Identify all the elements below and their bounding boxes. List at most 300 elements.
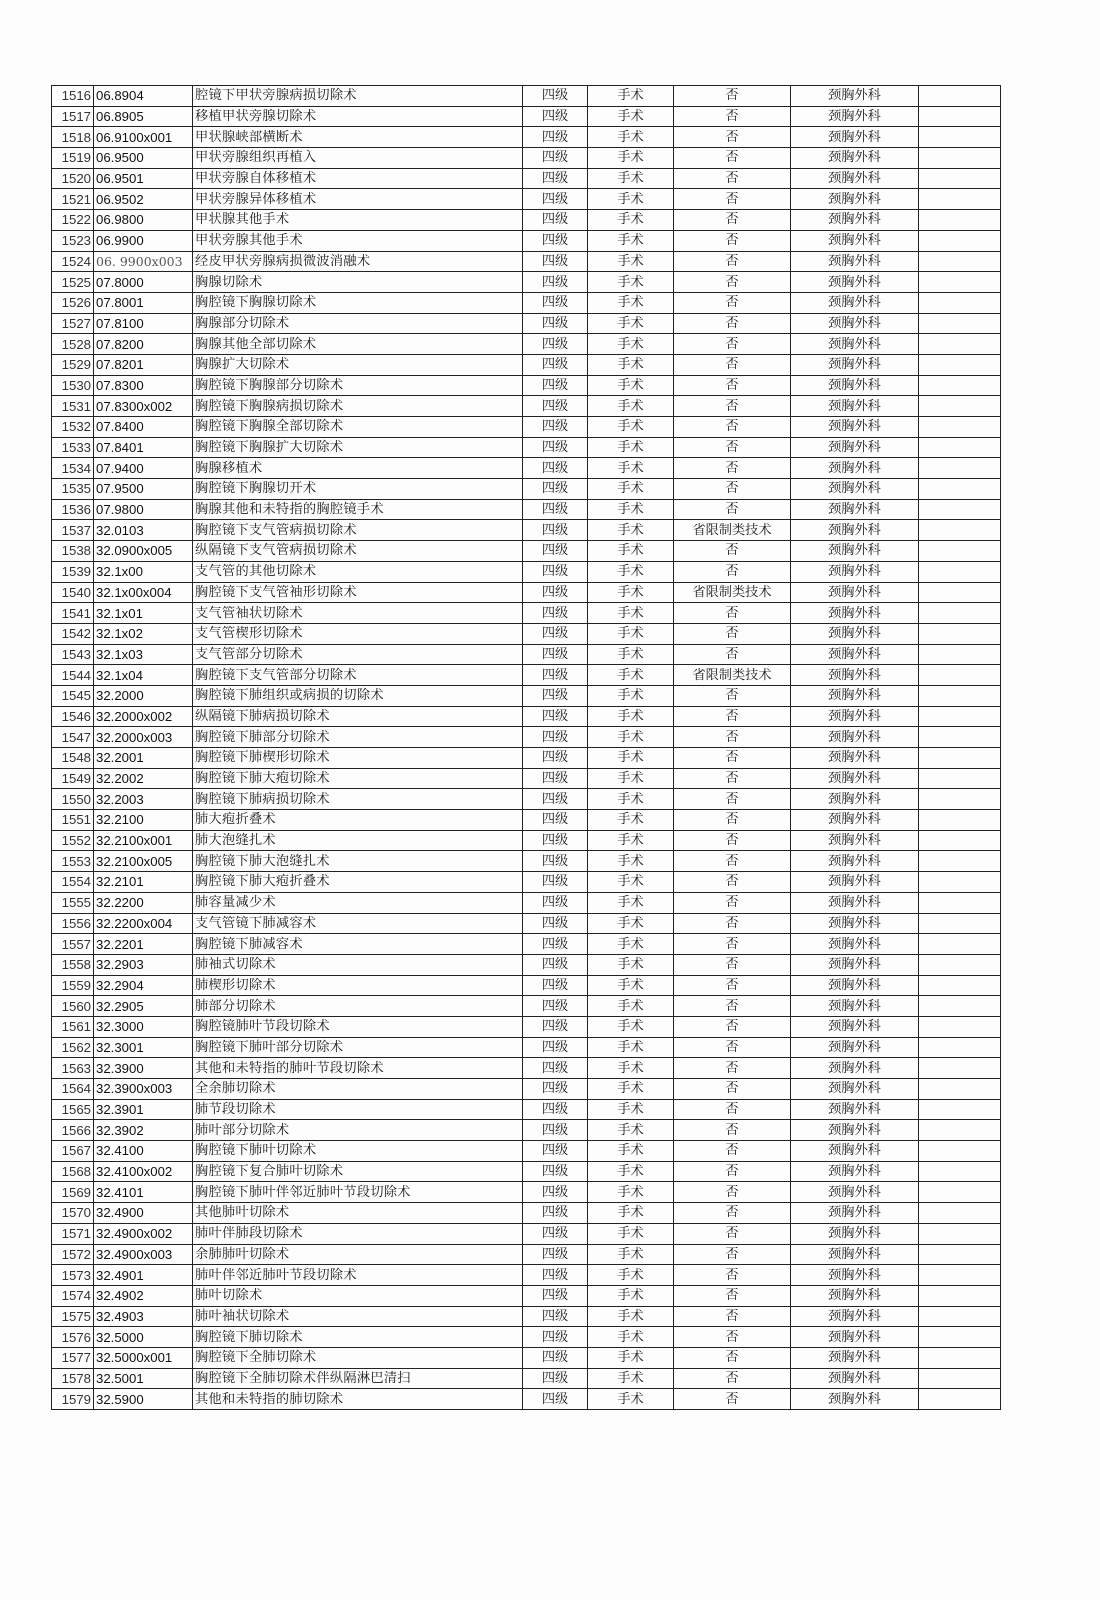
department-cell: 颈胸外科 bbox=[791, 520, 919, 541]
surgery-level-cell: 四级 bbox=[523, 106, 588, 127]
procedure-code-cell: 32.2100x005 bbox=[94, 851, 193, 872]
notes-cell bbox=[919, 313, 1001, 334]
table-row bbox=[52, 768, 1001, 789]
notes-cell bbox=[919, 561, 1001, 582]
row-index-cell: 1568 bbox=[52, 1161, 94, 1182]
surgery-level-cell: 四级 bbox=[523, 1244, 588, 1265]
department-cell: 颈胸外科 bbox=[791, 1037, 919, 1058]
procedure-type-cell: 手术 bbox=[588, 396, 674, 417]
department-cell: 颈胸外科 bbox=[791, 934, 919, 955]
procedure-type-cell: 手术 bbox=[588, 830, 674, 851]
department-cell: 颈胸外科 bbox=[791, 251, 919, 272]
procedure-type-cell: 手术 bbox=[588, 748, 674, 769]
procedure-type-cell: 手术 bbox=[588, 954, 674, 975]
procedure-type-cell: 手术 bbox=[588, 292, 674, 313]
row-index-cell: 1551 bbox=[52, 810, 94, 831]
notes-cell bbox=[919, 789, 1001, 810]
department-cell: 颈胸外科 bbox=[791, 748, 919, 769]
procedure-name-cell: 其他肺叶切除术 bbox=[193, 1203, 523, 1224]
restricted-technology-flag-cell: 否 bbox=[674, 313, 791, 334]
restricted-technology-flag-cell: 否 bbox=[674, 768, 791, 789]
procedure-type-cell: 手术 bbox=[588, 148, 674, 169]
row-index-cell: 1548 bbox=[52, 748, 94, 769]
procedure-code-cell: 07.8200 bbox=[94, 334, 193, 355]
department-cell: 颈胸外科 bbox=[791, 603, 919, 624]
surgery-level-cell: 四级 bbox=[523, 1285, 588, 1306]
procedure-type-cell: 手术 bbox=[588, 623, 674, 644]
restricted-technology-flag-cell: 否 bbox=[674, 913, 791, 934]
department-cell: 颈胸外科 bbox=[791, 1079, 919, 1100]
row-index-cell: 1576 bbox=[52, 1327, 94, 1348]
surgery-level-cell: 四级 bbox=[523, 685, 588, 706]
notes-cell bbox=[919, 830, 1001, 851]
procedure-name-cell: 肺节段切除术 bbox=[193, 1099, 523, 1120]
department-cell: 颈胸外科 bbox=[791, 499, 919, 520]
table-row bbox=[52, 375, 1001, 396]
department-cell: 颈胸外科 bbox=[791, 210, 919, 231]
table-row bbox=[52, 1223, 1001, 1244]
procedure-type-cell: 手术 bbox=[588, 975, 674, 996]
procedure-code-cell: 32.2905 bbox=[94, 996, 193, 1017]
department-cell: 颈胸外科 bbox=[791, 830, 919, 851]
table-row bbox=[52, 810, 1001, 831]
surgery-level-cell: 四级 bbox=[523, 1037, 588, 1058]
surgery-level-cell: 四级 bbox=[523, 1265, 588, 1286]
table-row bbox=[52, 1306, 1001, 1327]
department-cell: 颈胸外科 bbox=[791, 437, 919, 458]
procedure-code-cell: 32.4903 bbox=[94, 1306, 193, 1327]
table-row bbox=[52, 913, 1001, 934]
row-index-cell: 1544 bbox=[52, 665, 94, 686]
restricted-technology-flag-cell: 否 bbox=[674, 1099, 791, 1120]
restricted-technology-flag-cell: 否 bbox=[674, 851, 791, 872]
table-row bbox=[52, 851, 1001, 872]
row-index-cell: 1556 bbox=[52, 913, 94, 934]
surgery-level-cell: 四级 bbox=[523, 458, 588, 479]
restricted-technology-flag-cell: 否 bbox=[674, 1016, 791, 1037]
notes-cell bbox=[919, 1161, 1001, 1182]
procedure-name-cell: 肺叶部分切除术 bbox=[193, 1120, 523, 1141]
procedure-type-cell: 手术 bbox=[588, 1327, 674, 1348]
department-cell: 颈胸外科 bbox=[791, 1265, 919, 1286]
row-index-cell: 1521 bbox=[52, 189, 94, 210]
table-row bbox=[52, 1327, 1001, 1348]
row-index-cell: 1516 bbox=[52, 86, 94, 107]
department-cell: 颈胸外科 bbox=[791, 334, 919, 355]
procedure-type-cell: 手术 bbox=[588, 913, 674, 934]
restricted-technology-flag-cell: 否 bbox=[674, 1285, 791, 1306]
row-index-cell: 1572 bbox=[52, 1244, 94, 1265]
procedure-name-cell: 支气管部分切除术 bbox=[193, 644, 523, 665]
surgery-level-cell: 四级 bbox=[523, 748, 588, 769]
notes-cell bbox=[919, 520, 1001, 541]
table-row bbox=[52, 127, 1001, 148]
procedure-code-cell: 32.2904 bbox=[94, 975, 193, 996]
row-index-cell: 1579 bbox=[52, 1389, 94, 1410]
table-row bbox=[52, 1037, 1001, 1058]
procedure-type-cell: 手术 bbox=[588, 334, 674, 355]
restricted-technology-flag-cell: 否 bbox=[674, 1306, 791, 1327]
procedure-name-cell: 支气管的其他切除术 bbox=[193, 561, 523, 582]
procedure-type-cell: 手术 bbox=[588, 1099, 674, 1120]
procedure-type-cell: 手术 bbox=[588, 789, 674, 810]
procedure-name-cell: 肺容量减少术 bbox=[193, 892, 523, 913]
department-cell: 颈胸外科 bbox=[791, 872, 919, 893]
procedure-code-cell: 06.9501 bbox=[94, 168, 193, 189]
procedure-type-cell: 手术 bbox=[588, 313, 674, 334]
restricted-technology-flag-cell: 否 bbox=[674, 168, 791, 189]
restricted-technology-flag-cell: 否 bbox=[674, 1265, 791, 1286]
table-row bbox=[52, 272, 1001, 293]
restricted-technology-flag-cell: 否 bbox=[674, 1368, 791, 1389]
procedure-code-cell: 32.3900 bbox=[94, 1058, 193, 1079]
surgery-level-cell: 四级 bbox=[523, 1079, 588, 1100]
procedure-code-cell: 06. 9900x003 bbox=[94, 251, 193, 272]
department-cell: 颈胸外科 bbox=[791, 623, 919, 644]
table-row bbox=[52, 417, 1001, 438]
procedure-name-cell: 纵隔镜下肺病损切除术 bbox=[193, 706, 523, 727]
procedure-type-cell: 手术 bbox=[588, 1244, 674, 1265]
department-cell: 颈胸外科 bbox=[791, 685, 919, 706]
notes-cell bbox=[919, 479, 1001, 500]
procedure-name-cell: 甲状旁腺异体移植术 bbox=[193, 189, 523, 210]
surgery-level-cell: 四级 bbox=[523, 127, 588, 148]
row-index-cell: 1565 bbox=[52, 1099, 94, 1120]
procedure-type-cell: 手术 bbox=[588, 106, 674, 127]
table-row bbox=[52, 1244, 1001, 1265]
surgery-level-cell: 四级 bbox=[523, 86, 588, 107]
department-cell: 颈胸外科 bbox=[791, 768, 919, 789]
procedure-code-cell: 06.9100x001 bbox=[94, 127, 193, 148]
restricted-technology-flag-cell: 否 bbox=[674, 830, 791, 851]
notes-cell bbox=[919, 644, 1001, 665]
department-cell: 颈胸外科 bbox=[791, 396, 919, 417]
table-row bbox=[52, 189, 1001, 210]
notes-cell bbox=[919, 892, 1001, 913]
restricted-technology-flag-cell: 否 bbox=[674, 810, 791, 831]
procedure-type-cell: 手术 bbox=[588, 603, 674, 624]
procedure-code-cell: 32.5900 bbox=[94, 1389, 193, 1410]
table-row bbox=[52, 1389, 1001, 1410]
table-row bbox=[52, 1285, 1001, 1306]
restricted-technology-flag-cell: 否 bbox=[674, 189, 791, 210]
table-row bbox=[52, 623, 1001, 644]
procedure-type-cell: 手术 bbox=[588, 375, 674, 396]
notes-cell bbox=[919, 851, 1001, 872]
procedure-name-cell: 胸腔镜下全肺切除术伴纵隔淋巴清扫 bbox=[193, 1368, 523, 1389]
surgery-level-cell: 四级 bbox=[523, 1182, 588, 1203]
row-index-cell: 1543 bbox=[52, 644, 94, 665]
row-index-cell: 1530 bbox=[52, 375, 94, 396]
procedure-code-cell: 32.5000 bbox=[94, 1327, 193, 1348]
department-cell: 颈胸外科 bbox=[791, 789, 919, 810]
table-row bbox=[52, 210, 1001, 231]
procedure-code-cell: 32.3901 bbox=[94, 1099, 193, 1120]
row-index-cell: 1531 bbox=[52, 396, 94, 417]
department-cell: 颈胸外科 bbox=[791, 189, 919, 210]
row-index-cell: 1533 bbox=[52, 437, 94, 458]
procedure-name-cell: 胸腔镜下胸腺部分切除术 bbox=[193, 375, 523, 396]
procedure-name-cell: 胸腺其他和未特指的胸腔镜手术 bbox=[193, 499, 523, 520]
row-index-cell: 1569 bbox=[52, 1182, 94, 1203]
table-row bbox=[52, 706, 1001, 727]
surgery-level-cell: 四级 bbox=[523, 168, 588, 189]
restricted-technology-flag-cell: 否 bbox=[674, 685, 791, 706]
table-row bbox=[52, 541, 1001, 562]
department-cell: 颈胸外科 bbox=[791, 1306, 919, 1327]
department-cell: 颈胸外科 bbox=[791, 230, 919, 251]
table-row bbox=[52, 86, 1001, 107]
table-row bbox=[52, 665, 1001, 686]
procedure-name-cell: 胸腔镜下肺叶部分切除术 bbox=[193, 1037, 523, 1058]
procedure-name-cell: 胸腔镜下肺组织或病损的切除术 bbox=[193, 685, 523, 706]
department-cell: 颈胸外科 bbox=[791, 458, 919, 479]
procedure-code-cell: 32.5001 bbox=[94, 1368, 193, 1389]
restricted-technology-flag-cell: 否 bbox=[674, 1037, 791, 1058]
surgery-level-cell: 四级 bbox=[523, 561, 588, 582]
department-cell: 颈胸外科 bbox=[791, 1120, 919, 1141]
surgery-level-cell: 四级 bbox=[523, 789, 588, 810]
procedure-name-cell: 胸腔镜下支气管部分切除术 bbox=[193, 665, 523, 686]
procedure-type-cell: 手术 bbox=[588, 1058, 674, 1079]
table-row bbox=[52, 148, 1001, 169]
procedure-code-cell: 32.1x00x004 bbox=[94, 582, 193, 603]
row-index-cell: 1571 bbox=[52, 1223, 94, 1244]
table-row bbox=[52, 561, 1001, 582]
procedure-name-cell: 胸腔镜下胸腺切开术 bbox=[193, 479, 523, 500]
procedure-name-cell: 胸腔镜肺叶节段切除术 bbox=[193, 1016, 523, 1037]
procedure-type-cell: 手术 bbox=[588, 437, 674, 458]
row-index-cell: 1566 bbox=[52, 1120, 94, 1141]
row-index-cell: 1552 bbox=[52, 830, 94, 851]
procedure-code-cell: 07.8300x002 bbox=[94, 396, 193, 417]
restricted-technology-flag-cell: 否 bbox=[674, 458, 791, 479]
table-row bbox=[52, 1099, 1001, 1120]
table-row bbox=[52, 479, 1001, 500]
procedure-code-cell: 32.4901 bbox=[94, 1265, 193, 1286]
restricted-technology-flag-cell: 否 bbox=[674, 541, 791, 562]
surgery-level-cell: 四级 bbox=[523, 954, 588, 975]
table-row bbox=[52, 396, 1001, 417]
procedure-code-cell: 07.9800 bbox=[94, 499, 193, 520]
row-index-cell: 1534 bbox=[52, 458, 94, 479]
department-cell: 颈胸外科 bbox=[791, 1327, 919, 1348]
table-row bbox=[52, 644, 1001, 665]
restricted-technology-flag-cell: 省限制类技术 bbox=[674, 520, 791, 541]
department-cell: 颈胸外科 bbox=[791, 851, 919, 872]
row-index-cell: 1575 bbox=[52, 1306, 94, 1327]
restricted-technology-flag-cell: 否 bbox=[674, 1244, 791, 1265]
restricted-technology-flag-cell: 否 bbox=[674, 1223, 791, 1244]
procedure-name-cell: 胸腔镜下胸腺全部切除术 bbox=[193, 417, 523, 438]
row-index-cell: 1517 bbox=[52, 106, 94, 127]
row-index-cell: 1518 bbox=[52, 127, 94, 148]
notes-cell bbox=[919, 541, 1001, 562]
department-cell: 颈胸外科 bbox=[791, 168, 919, 189]
restricted-technology-flag-cell: 否 bbox=[674, 706, 791, 727]
department-cell: 颈胸外科 bbox=[791, 582, 919, 603]
department-cell: 颈胸外科 bbox=[791, 1016, 919, 1037]
department-cell: 颈胸外科 bbox=[791, 1223, 919, 1244]
restricted-technology-flag-cell: 否 bbox=[674, 996, 791, 1017]
procedure-name-cell: 甲状旁腺自体移植术 bbox=[193, 168, 523, 189]
surgery-level-cell: 四级 bbox=[523, 1389, 588, 1410]
restricted-technology-flag-cell: 否 bbox=[674, 644, 791, 665]
restricted-technology-flag-cell: 否 bbox=[674, 334, 791, 355]
department-cell: 颈胸外科 bbox=[791, 86, 919, 107]
procedure-code-cell: 32.2100 bbox=[94, 810, 193, 831]
row-index-cell: 1532 bbox=[52, 417, 94, 438]
procedure-name-cell: 纵隔镜下支气管病损切除术 bbox=[193, 541, 523, 562]
row-index-cell: 1538 bbox=[52, 541, 94, 562]
procedure-name-cell: 肺袖式切除术 bbox=[193, 954, 523, 975]
notes-cell bbox=[919, 1099, 1001, 1120]
notes-cell bbox=[919, 375, 1001, 396]
notes-cell bbox=[919, 1016, 1001, 1037]
table-row bbox=[52, 458, 1001, 479]
restricted-technology-flag-cell: 否 bbox=[674, 1058, 791, 1079]
procedure-code-cell: 32.2903 bbox=[94, 954, 193, 975]
surgery-level-cell: 四级 bbox=[523, 603, 588, 624]
procedure-type-cell: 手术 bbox=[588, 168, 674, 189]
procedure-name-cell: 肺大泡缝扎术 bbox=[193, 830, 523, 851]
procedure-code-cell: 32.2101 bbox=[94, 872, 193, 893]
procedure-type-cell: 手术 bbox=[588, 1161, 674, 1182]
row-index-cell: 1546 bbox=[52, 706, 94, 727]
procedure-name-cell: 胸腔镜下肺大泡缝扎术 bbox=[193, 851, 523, 872]
row-index-cell: 1545 bbox=[52, 685, 94, 706]
restricted-technology-flag-cell: 否 bbox=[674, 975, 791, 996]
procedure-code-cell: 32.2001 bbox=[94, 748, 193, 769]
notes-cell bbox=[919, 1389, 1001, 1410]
restricted-technology-flag-cell: 否 bbox=[674, 1161, 791, 1182]
procedure-code-cell: 32.4902 bbox=[94, 1285, 193, 1306]
restricted-technology-flag-cell: 否 bbox=[674, 148, 791, 169]
notes-cell bbox=[919, 1120, 1001, 1141]
department-cell: 颈胸外科 bbox=[791, 1058, 919, 1079]
row-index-cell: 1555 bbox=[52, 892, 94, 913]
table-row bbox=[52, 334, 1001, 355]
table-row bbox=[52, 437, 1001, 458]
department-cell: 颈胸外科 bbox=[791, 1368, 919, 1389]
procedure-code-cell: 32.3900x003 bbox=[94, 1079, 193, 1100]
surgery-level-cell: 四级 bbox=[523, 1058, 588, 1079]
row-index-cell: 1540 bbox=[52, 582, 94, 603]
surgery-level-cell: 四级 bbox=[523, 872, 588, 893]
procedure-type-cell: 手术 bbox=[588, 810, 674, 831]
procedure-type-cell: 手术 bbox=[588, 520, 674, 541]
notes-cell bbox=[919, 1223, 1001, 1244]
notes-cell bbox=[919, 748, 1001, 769]
department-cell: 颈胸外科 bbox=[791, 1347, 919, 1368]
procedure-type-cell: 手术 bbox=[588, 1079, 674, 1100]
row-index-cell: 1558 bbox=[52, 954, 94, 975]
procedure-name-cell: 甲状旁腺组织再植入 bbox=[193, 148, 523, 169]
surgery-level-cell: 四级 bbox=[523, 582, 588, 603]
restricted-technology-flag-cell: 否 bbox=[674, 354, 791, 375]
surgery-level-cell: 四级 bbox=[523, 354, 588, 375]
procedure-name-cell: 胸腔镜下肺楔形切除术 bbox=[193, 748, 523, 769]
surgery-level-cell: 四级 bbox=[523, 1016, 588, 1037]
surgery-level-cell: 四级 bbox=[523, 975, 588, 996]
procedure-type-cell: 手术 bbox=[588, 499, 674, 520]
table-row bbox=[52, 1120, 1001, 1141]
procedure-type-cell: 手术 bbox=[588, 86, 674, 107]
row-index-cell: 1564 bbox=[52, 1079, 94, 1100]
notes-cell bbox=[919, 1265, 1001, 1286]
procedure-code-cell: 32.2201 bbox=[94, 934, 193, 955]
procedure-code-cell: 07.9400 bbox=[94, 458, 193, 479]
procedure-code-cell: 32.2002 bbox=[94, 768, 193, 789]
row-index-cell: 1560 bbox=[52, 996, 94, 1017]
table-row bbox=[52, 1347, 1001, 1368]
procedure-name-cell: 胸腔镜下肺大疱切除术 bbox=[193, 768, 523, 789]
notes-cell bbox=[919, 1285, 1001, 1306]
procedure-code-cell: 06.8905 bbox=[94, 106, 193, 127]
surgery-level-cell: 四级 bbox=[523, 623, 588, 644]
department-cell: 颈胸外科 bbox=[791, 954, 919, 975]
restricted-technology-flag-cell: 否 bbox=[674, 251, 791, 272]
row-index-cell: 1573 bbox=[52, 1265, 94, 1286]
surgery-level-cell: 四级 bbox=[523, 417, 588, 438]
department-cell: 颈胸外科 bbox=[791, 1141, 919, 1162]
department-cell: 颈胸外科 bbox=[791, 313, 919, 334]
surgery-level-cell: 四级 bbox=[523, 210, 588, 231]
department-cell: 颈胸外科 bbox=[791, 706, 919, 727]
department-cell: 颈胸外科 bbox=[791, 479, 919, 500]
surgery-level-cell: 四级 bbox=[523, 727, 588, 748]
notes-cell bbox=[919, 148, 1001, 169]
procedure-name-cell: 肺叶伴肺段切除术 bbox=[193, 1223, 523, 1244]
procedure-code-cell: 06.9900 bbox=[94, 230, 193, 251]
row-index-cell: 1567 bbox=[52, 1141, 94, 1162]
restricted-technology-flag-cell: 否 bbox=[674, 210, 791, 231]
procedure-code-cell: 06.9502 bbox=[94, 189, 193, 210]
department-cell: 颈胸外科 bbox=[791, 417, 919, 438]
notes-cell bbox=[919, 727, 1001, 748]
procedure-name-cell: 胸腔镜下胸腺病损切除术 bbox=[193, 396, 523, 417]
procedure-code-cell: 06.8904 bbox=[94, 86, 193, 107]
procedure-code-cell: 32.2000x003 bbox=[94, 727, 193, 748]
table-row bbox=[52, 106, 1001, 127]
table-row bbox=[52, 1265, 1001, 1286]
procedure-type-cell: 手术 bbox=[588, 665, 674, 686]
department-cell: 颈胸外科 bbox=[791, 1099, 919, 1120]
procedure-type-cell: 手术 bbox=[588, 354, 674, 375]
notes-cell bbox=[919, 1368, 1001, 1389]
surgery-level-cell: 四级 bbox=[523, 396, 588, 417]
restricted-technology-flag-cell: 否 bbox=[674, 1079, 791, 1100]
procedure-table-body bbox=[52, 86, 1001, 1410]
row-index-cell: 1559 bbox=[52, 975, 94, 996]
procedure-type-cell: 手术 bbox=[588, 210, 674, 231]
procedure-type-cell: 手术 bbox=[588, 892, 674, 913]
notes-cell bbox=[919, 975, 1001, 996]
procedure-name-cell: 肺楔形切除术 bbox=[193, 975, 523, 996]
procedure-code-cell: 07.9500 bbox=[94, 479, 193, 500]
procedure-name-cell: 余肺肺叶切除术 bbox=[193, 1244, 523, 1265]
table-row bbox=[52, 520, 1001, 541]
procedure-code-cell: 32.3902 bbox=[94, 1120, 193, 1141]
notes-cell bbox=[919, 127, 1001, 148]
procedure-type-cell: 手术 bbox=[588, 1389, 674, 1410]
restricted-technology-flag-cell: 否 bbox=[674, 727, 791, 748]
restricted-technology-flag-cell: 否 bbox=[674, 603, 791, 624]
procedure-type-cell: 手术 bbox=[588, 458, 674, 479]
department-cell: 颈胸外科 bbox=[791, 975, 919, 996]
notes-cell bbox=[919, 913, 1001, 934]
row-index-cell: 1563 bbox=[52, 1058, 94, 1079]
